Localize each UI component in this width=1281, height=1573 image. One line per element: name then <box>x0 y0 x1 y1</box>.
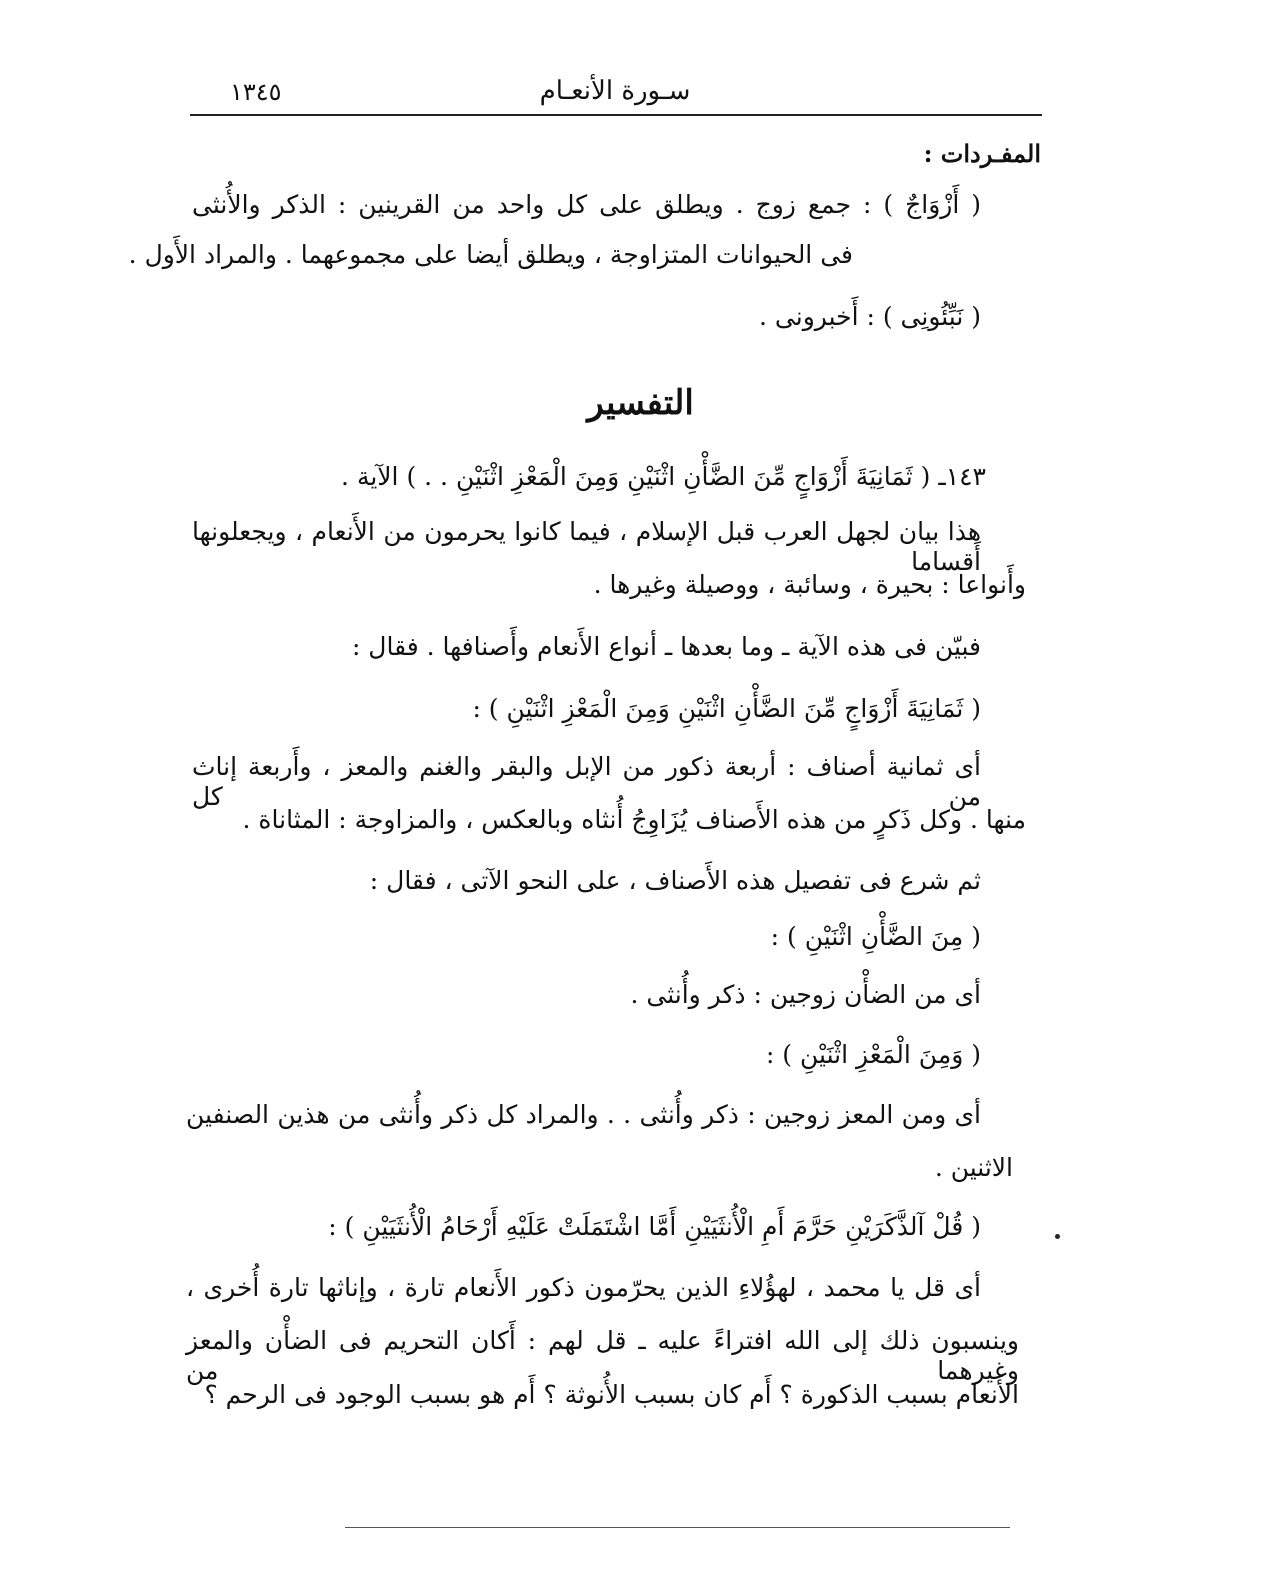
verse-line: ( ثَمَانِيَةَ أَزْوَاجٍ مِّنَ الضَّأْنِ اثْنَيْنِ وَمِنَ الْمَعْزِ اثْنَيْنِ ) : <box>472 694 981 723</box>
text-line: هذا بيان لجهل العرب قبل الإسلام ، فيما كانوا يحرمون من الأَنعام ، ويجعلونها أَقساما <box>192 517 982 576</box>
running-header <box>190 70 1040 110</box>
surah-title: سـورة الأنعـام <box>539 76 691 106</box>
verse-line: ١٤٣ـ ( ثَمَانِيَةَ أَزْوَاجٍ مِّنَ الضَّأْنِ اثْنَيْنِ وَمِنَ الْمَعْزِ اثْنَيْنِ . . ) الآية . <box>341 462 986 491</box>
text-line: الأَنعام بسبب الذكورة ؟ أَم كان بسبب الأُنوثة ؟ أَم هو بسبب الوجود فى الرحم ؟ <box>204 1380 1019 1409</box>
tafsir-heading: التفسير <box>587 383 694 423</box>
text-line: فبيّن فى هذه الآية ـ وما بعدها ـ أنواع الأَنعام وأَصنافها . فقال : <box>351 632 981 661</box>
text-line: أى من الضأْن زوجين : ذكر وأُنثى . <box>630 980 981 1009</box>
vocabulary-line: ( نَبِّئُونِى ) : أَخبرونى . <box>759 302 981 331</box>
verse-line: ( مِنَ الضَّأْنِ اثْنَيْنِ ) : <box>770 922 981 951</box>
verse-line: ( قُلْ آلذَّكَرَيْنِ حَرَّمَ أَمِ الْأُنثَيَيْنِ أَمَّا اشْتَمَلَتْ عَلَيْهِ أَرْحَامُ الْأُنثَيَيْنِ ) : <box>328 1212 981 1241</box>
verse-line: ( وَمِنَ الْمَعْزِ اثْنَيْنِ ) : <box>765 1040 981 1069</box>
margin-mark <box>1055 1234 1060 1239</box>
vocabulary-line: ( أَزْوَاجٌ ) : جمع زوج . ويطلق على كل واحد من القرينين : الذكر والأُنثى <box>192 190 981 219</box>
text-line: أى قل يا محمد ، لهؤُلاءِ الذين يحرّمون ذكور الأَنعام تارة ، وإناثها تارة أُخرى ، <box>186 1273 981 1302</box>
header-rule <box>190 114 1042 116</box>
footer-rule <box>345 1527 1010 1528</box>
text-line: أى ثمانية أصناف : أربعة ذكور من الإبل والبقر والغنم والمعز ، وأَربعة إناث من كل <box>192 752 981 811</box>
text-line: ثم شرع فى تفصيل هذه الأَصناف ، على النحو الآتى ، فقال : <box>369 866 981 895</box>
text-line: أى ومن المعز زوجين : ذكر وأُنثى . . والمراد كل ذكر وأُنثى من هذين الصنفين <box>186 1100 981 1129</box>
text-line: وينسبون ذلك إلى الله افتراءً عليه ـ قل لهم : أَكان التحريم فى الضأْن والمعز وغيرهما من <box>186 1326 1019 1385</box>
text-line: منها . وكل ذَكرٍ من هذه الأَصناف يُزَاوِجُ أُنثاه وبالعكس ، والمزاوجة : المثاناة . <box>242 805 1026 834</box>
text-line: الاثنين . <box>934 1153 1013 1182</box>
vocabulary-line: فى الحيوانات المتزاوجة ، ويطلق أيضا على مجموعهما . والمراد الأَول . <box>128 240 853 269</box>
page-number: ١٣٤٥ <box>230 78 282 106</box>
vocabulary-heading: المفـردات : <box>923 139 1041 168</box>
text-line: وأَنواعا : بحيرة ، وسائبة ، ووصيلة وغيرها . <box>593 570 1026 599</box>
